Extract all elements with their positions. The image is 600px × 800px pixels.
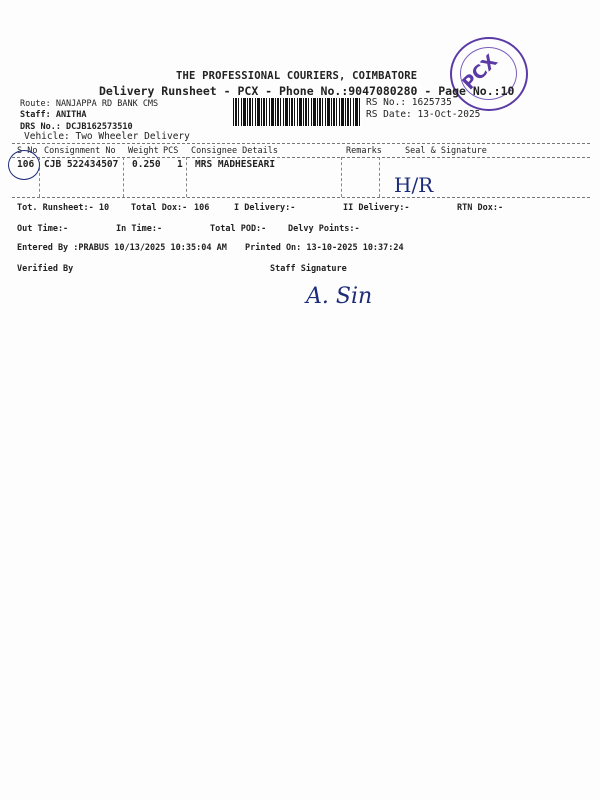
staff-signature-label: Staff Signature <box>270 264 347 274</box>
remark-handwriting: H/R <box>394 173 434 197</box>
entered-by: Entered By :PRABUS 10/13/2025 10:35:04 AM <box>17 243 227 253</box>
col-rule <box>341 157 342 197</box>
route-label: Route: NANJAPPA RD BANK CMS <box>20 99 159 109</box>
col-seal: Seal & Signature <box>405 146 487 156</box>
drs-number: DRS No.: DCJB162573510 <box>20 122 133 132</box>
rtn-dox: RTN Dox:- <box>457 203 504 213</box>
row-pcs: 1 <box>177 159 183 170</box>
row-consignment: CJB 522434507 <box>44 159 119 170</box>
col-rule <box>186 157 187 197</box>
col-rule <box>123 157 124 197</box>
col-rule <box>379 157 380 197</box>
verified-by: Verified By <box>17 264 74 274</box>
col-pcs: PCS <box>163 146 179 156</box>
total-dox-value: 106 <box>194 203 210 213</box>
col-consignment: Consignment No <box>44 146 116 156</box>
table-header-rule <box>12 157 590 158</box>
col-consignee: Consignee Details <box>191 146 278 156</box>
runsheet-title: Delivery Runsheet - PCX - Phone No.:9047080280 - Page No.:10 <box>99 84 515 98</box>
table-bottom-rule <box>12 197 590 198</box>
tot-runsheet: Tot. Runsheet:- 10 <box>17 203 110 213</box>
company-title: THE PROFESSIONAL COURIERS, COIMBATORE <box>176 70 418 82</box>
staff-signature: A. Sin <box>306 284 373 309</box>
table-top-rule <box>12 143 590 144</box>
row-weight: 0.250 <box>132 159 161 170</box>
staff-label: Staff: ANITHA <box>20 110 87 120</box>
ii-delivery: II Delivery:- <box>343 203 410 213</box>
total-pod: Total POD:- <box>210 224 267 234</box>
row-consignee: MRS MADHESEARI <box>195 159 276 170</box>
row-sno: 106 <box>17 159 35 170</box>
col-remarks: Remarks <box>346 146 382 156</box>
delvy-points: Delvy Points:- <box>288 224 360 234</box>
vehicle-label: Vehicle: Two Wheeler Delivery <box>24 131 190 142</box>
barcode <box>233 98 361 126</box>
i-delivery: I Delivery:- <box>234 203 296 213</box>
rs-number: RS No.: 1625735 <box>366 97 452 108</box>
printed-on: Printed On: 13-10-2025 10:37:24 <box>245 243 404 253</box>
out-time: Out Time:- <box>17 224 69 234</box>
in-time: In Time:- <box>116 224 163 234</box>
rs-date: RS Date: 13-Oct-2025 <box>366 109 481 120</box>
col-weight: Weight <box>128 146 159 156</box>
stamp-text: PCX <box>458 50 502 95</box>
col-sno: S No <box>17 146 38 156</box>
total-dox-label: Total Dox:- <box>131 203 188 213</box>
